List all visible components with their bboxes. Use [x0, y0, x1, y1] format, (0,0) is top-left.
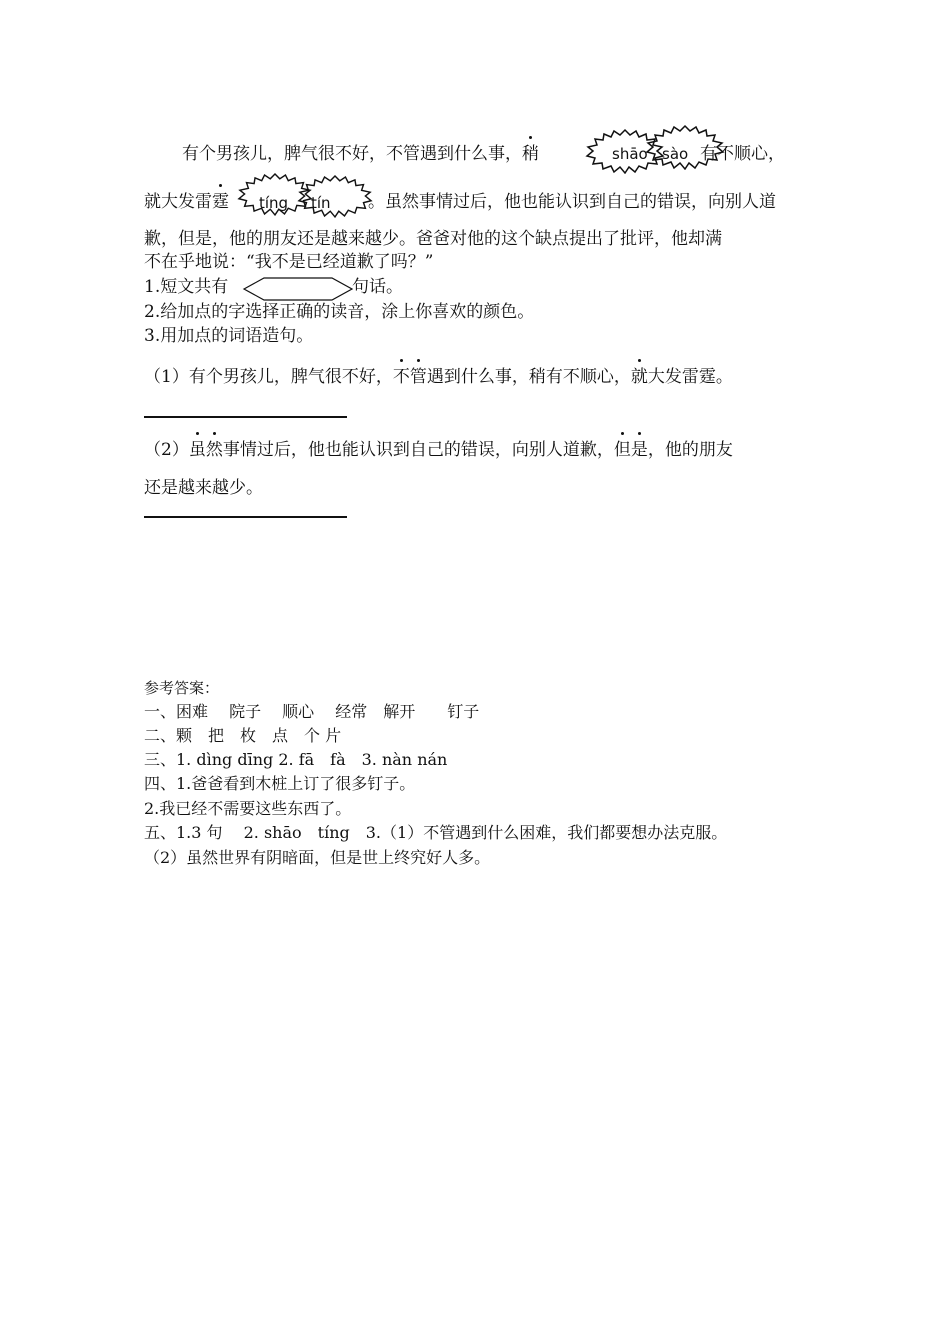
passage-text: 。虽然事情过后，他也能认识到自己的错误，向别人道: [368, 192, 776, 212]
sentence-text: 遇到什么事，稍有不顺心，: [426, 367, 631, 387]
question-2-text: 2.给加点的字选择正确的读音，涂上你喜欢的颜色。: [144, 302, 535, 322]
answers-heading: 参考答案：: [144, 679, 220, 697]
answer-blank-line-1[interactable]: [144, 416, 347, 418]
question-1-text: 1.短文共有: [144, 277, 229, 297]
dotted-char: 就: [630, 367, 648, 387]
dotted-char: 但: [613, 440, 631, 460]
passage-text: 有个男孩儿，脾气很不好，不管遇到什么事，: [182, 144, 522, 164]
pinyin-option: tíng: [259, 194, 289, 212]
answer-line-4: 四、1.爸爸看到木桩上订了很多钉子。: [144, 774, 416, 793]
sentence-example-1: [144, 365, 733, 389]
sentence-example-2-line-2: 还是越来越少。: [144, 478, 263, 498]
dotted-char: 是: [630, 440, 648, 460]
pinyin-option-burst[interactable]: [297, 174, 373, 218]
question-3-text: 3.用加点的词语造句。: [144, 326, 314, 346]
answer-line-3: 三、1. dìng dīng 2. fā fà 3. nàn nán: [144, 750, 448, 769]
dotted-char: 然: [205, 440, 223, 460]
pinyin-option: shāo: [612, 145, 648, 163]
answer-pentagon-box[interactable]: [242, 276, 354, 302]
answer-line-6: 五、1.3 句 2. shāo tíng 3.（1）不管遇到什么困难，我们都要想办法克服。: [144, 823, 728, 842]
passage-text: 就大发雷: [144, 192, 212, 212]
sentence-text: （1）有个男孩儿，脾气很不好，: [144, 367, 393, 387]
passage-line-4: 不在乎地说：“我不是已经道歉了吗？”: [144, 252, 434, 272]
sentence-text: 事情过后，他也能认识到自己的错误，向别人道歉，: [222, 440, 614, 460]
question-1-label: [144, 275, 228, 299]
dotted-char: 管: [409, 367, 427, 387]
dotted-char: 稍: [522, 144, 539, 164]
dotted-char: 霆: [212, 192, 229, 212]
answer-line-5: 2.我已经不需要这些东西了。: [144, 799, 352, 818]
dotted-char: 虽: [188, 440, 206, 460]
sentence-example-2: [144, 438, 733, 462]
answer-blank-line-2[interactable]: [144, 516, 347, 518]
answer-line-7: （2）虽然世界有阴暗面，但是世上终究好人多。: [144, 848, 491, 867]
passage-line-3: 歉，但是，他的朋友还是越来越少。爸爸对他的这个缺点提出了批评，他却满: [144, 229, 722, 249]
dotted-char: 不: [392, 367, 410, 387]
passage-line-1: [182, 142, 539, 166]
pinyin-option: sào: [662, 145, 689, 163]
passage-text: 有不顺心，: [700, 144, 785, 164]
sentence-text: 大发雷霆。: [647, 367, 733, 387]
sentence-text: （2）: [144, 440, 189, 460]
answer-line-2: 二、颗 把 枚 点 个 片: [144, 726, 342, 745]
question-1-suffix: 句话。: [352, 277, 403, 297]
sentence-text: ，他的朋友: [647, 440, 733, 460]
answer-line-1: 一、困难 院子 顺心 经常 解开 钉子: [144, 702, 480, 721]
passage-line-2: [144, 190, 229, 214]
pinyin-option: tín: [311, 194, 331, 212]
